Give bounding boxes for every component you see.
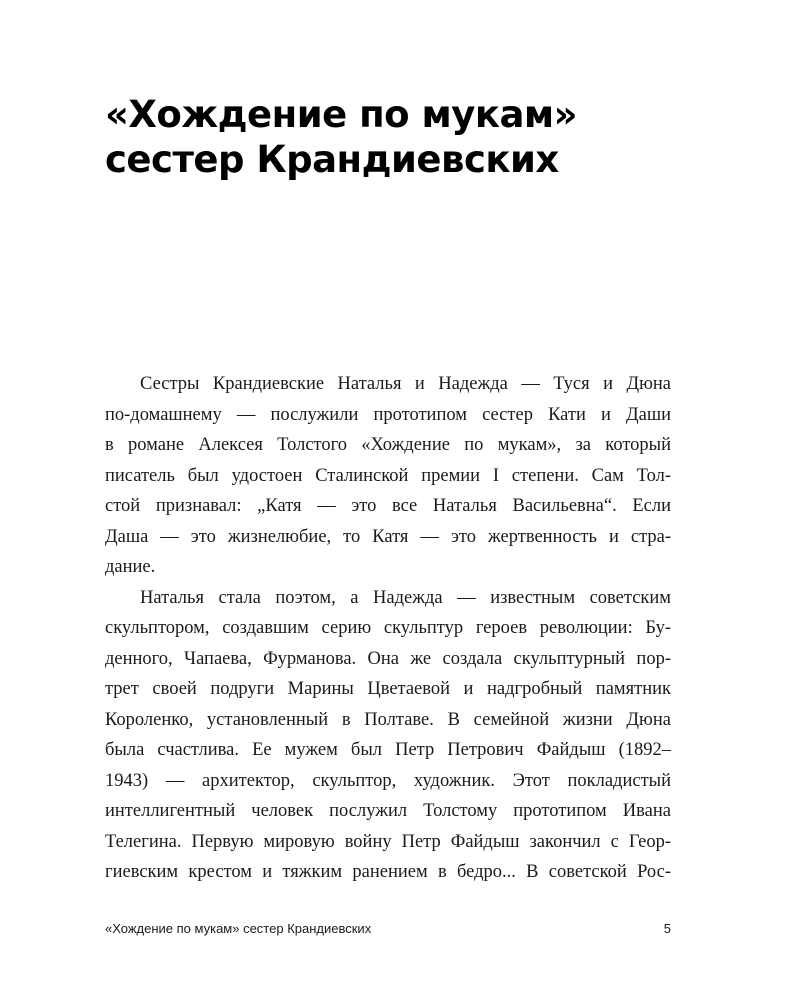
text-line: интеллигентный человек послужил Толстому прототипом Ивана: [105, 801, 671, 821]
text-line: Сестры Крандиевские Наталья и Надежда — Туся и Дюна: [140, 374, 671, 394]
text-line: дание.: [105, 557, 156, 577]
text-line: писатель был удостоен Сталинской премии I степени. Сам Тол-: [105, 465, 671, 486]
chapter-title-line-2: сестер Крандиевских: [105, 138, 559, 181]
page-footer: [105, 919, 671, 939]
text-line: трет своей подруги Марины Цветаевой и надгробный памятник: [105, 679, 671, 699]
text-line: гиевским крестом и тяжким ранением в бедро... В советской Рос-: [105, 862, 671, 882]
chapter-title: [105, 92, 705, 182]
body-text: [105, 369, 671, 888]
chapter-title-line-1: «Хождение по мукам»: [105, 93, 578, 136]
text-line: стой признавал: „Катя — это все Наталья Васильевна“. Если: [105, 496, 671, 516]
text-line: Даша — это жизнелюбие, то Катя — это жертвенность и стра-: [105, 526, 671, 547]
text-line: 1943) — архитектор, скульптор, художник. Этот покладистый: [105, 770, 671, 791]
text-line: Короленко, установленный в Полтаве. В семейной жизни Дюна: [105, 709, 671, 730]
text-line: денного, Чапаева, Фурманова. Она же создала скульптурный пор-: [105, 648, 671, 669]
text-line: в романе Алексея Толстого «Хождение по мукам», за который: [105, 435, 671, 455]
page-number: 5: [663, 921, 671, 936]
text-line: была счастлива. Ее мужем был Петр Петрович Файдыш (1892–: [105, 740, 671, 760]
text-line: Наталья стала поэтом, а Надежда — известным советским: [140, 587, 671, 608]
running-head: «Хождение по мукам» сестер Крандиевских: [105, 921, 372, 936]
text-line: скульптором, создавшим серию скульптур героев революции: Бу-: [105, 618, 671, 638]
text-line: Телегина. Первую мировую войну Петр Файдыш закончил с Геор-: [105, 831, 671, 852]
text-line: по-домашнему — послужили прототипом сестер Кати и Даши: [105, 404, 671, 425]
